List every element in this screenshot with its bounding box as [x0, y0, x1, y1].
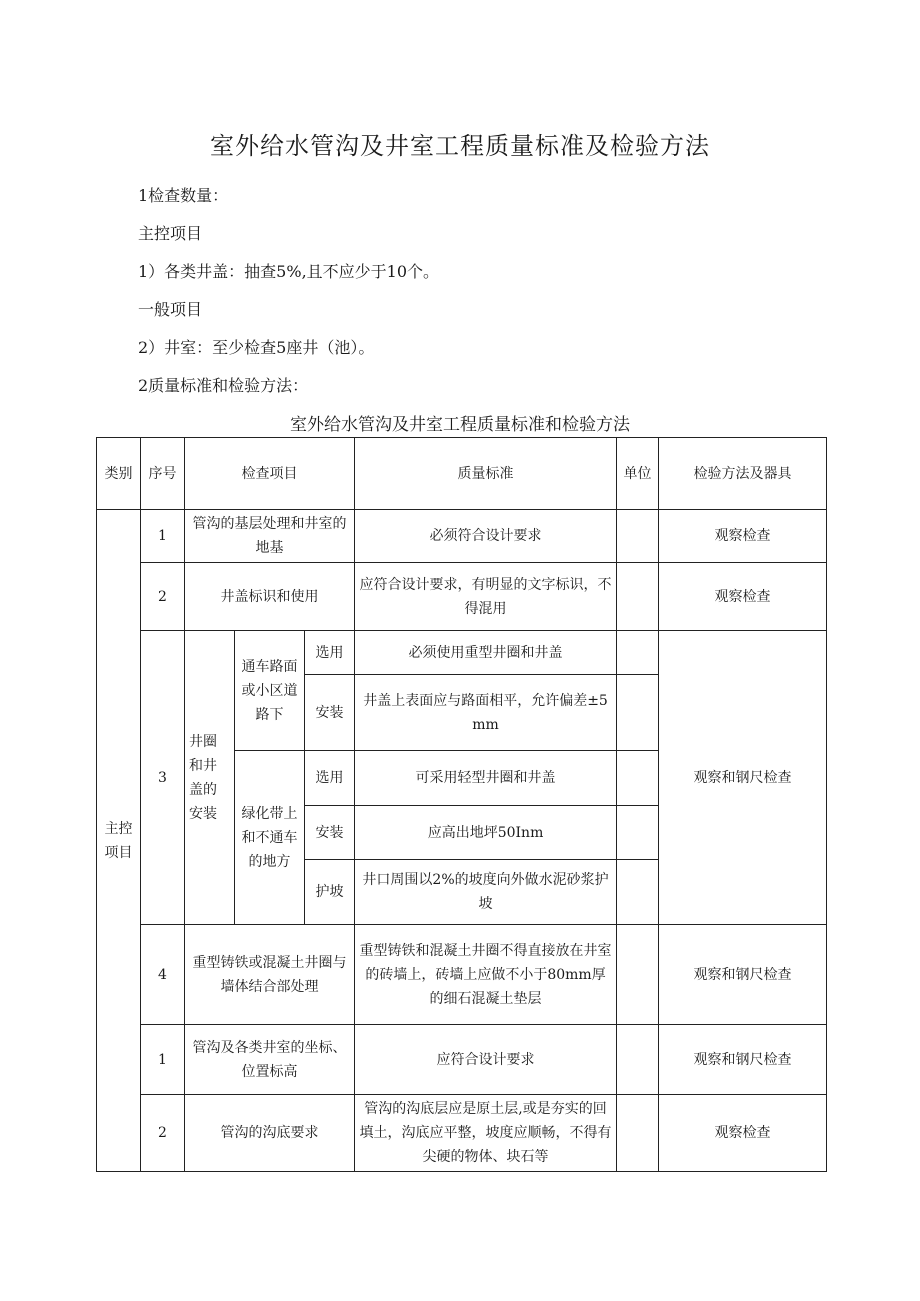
row-sub-name: 选用 [305, 631, 355, 675]
table-header-row [97, 438, 827, 510]
table-row [97, 1095, 827, 1172]
header-method: 检验方法及器具 [659, 438, 827, 510]
row-method: 观察检查 [659, 563, 827, 631]
row-unit [617, 1025, 659, 1095]
row-seq: 2 [141, 1095, 185, 1172]
row-method: 观察和钢尺检查 [659, 631, 827, 925]
row-standard: 重型铸铁和混凝土井圈不得直接放在井室的砖墙上，砖墙上应做不小于80mm厚的细石混凝土垫层 [355, 925, 617, 1025]
paragraph-quality-standard: 2质量标准和检验方法： [138, 376, 309, 395]
row-sub-name: 安装 [305, 806, 355, 860]
row-method: 观察和钢尺检查 [659, 925, 827, 1025]
row-subgroup-label: 通车路面或小区道路下 [235, 631, 305, 751]
header-seq: 序号 [141, 438, 185, 510]
row-unit [617, 510, 659, 563]
table-row [97, 631, 827, 675]
table-row [97, 925, 827, 1025]
row-sub-name: 护坡 [305, 860, 355, 925]
header-item: 检查项目 [185, 438, 355, 510]
header-unit: 单位 [617, 438, 659, 510]
row-item: 井圈和井盖的安装 [185, 631, 235, 925]
row-item: 管沟及各类井室的坐标、位置标高 [185, 1025, 355, 1095]
row-method: 观察检查 [659, 1095, 827, 1172]
quality-standard-table [96, 437, 827, 1172]
row-method: 观察检查 [659, 510, 827, 563]
row-standard: 应符合设计要求 [355, 1025, 617, 1095]
table-row [97, 510, 827, 563]
row-unit [617, 925, 659, 1025]
row-unit [617, 1095, 659, 1172]
row-seq: 4 [141, 925, 185, 1025]
paragraph-inspection-quantity: 1检查数量： [138, 186, 229, 205]
paragraph-well-room-rule: 2）井室：至少检查5座井（池）。 [138, 338, 375, 357]
row-item: 管沟的沟底要求 [185, 1095, 355, 1172]
row-unit [617, 806, 659, 860]
row-standard: 必须使用重型井圈和井盖 [355, 631, 617, 675]
paragraph-well-cover-rule: 1）各类井盖：抽查5%,且不应少于10个。 [138, 262, 440, 281]
row-method: 观察和钢尺检查 [659, 1025, 827, 1095]
paragraph-general-items: 一般项目 [138, 300, 203, 319]
table-caption: 室外给水管沟及井室工程质量标准和检验方法 [290, 415, 630, 435]
row-seq: 2 [141, 563, 185, 631]
header-category: 类别 [97, 438, 141, 510]
row-seq: 1 [141, 1025, 185, 1095]
row-standard: 井口周围以2%的坡度向外做水泥砂浆护坡 [355, 860, 617, 925]
paragraph-main-items: 主控项目 [138, 224, 203, 243]
document-title: 室外给水管沟及井室工程质量标准及检验方法 [210, 132, 710, 160]
row-standard: 应高出地坪50Inm [355, 806, 617, 860]
row-unit [617, 631, 659, 675]
row-item: 重型铸铁或混凝土井圈与墙体结合部处理 [185, 925, 355, 1025]
row-standard: 管沟的沟底层应是原土层,或是夯实的回填土，沟底应平整，坡度应顺畅，不得有尖硬的物体、块石等 [355, 1095, 617, 1172]
row-item: 井盖标识和使用 [185, 563, 355, 631]
row-sub-name: 安装 [305, 675, 355, 751]
row-sub-name: 选用 [305, 751, 355, 806]
category-main-control: 主控项目 [97, 510, 141, 1172]
table-row [97, 563, 827, 631]
row-unit [617, 860, 659, 925]
row-unit [617, 563, 659, 631]
row-unit [617, 675, 659, 751]
row-standard: 必须符合设计要求 [355, 510, 617, 563]
row-seq: 3 [141, 631, 185, 925]
table-row [97, 1025, 827, 1095]
row-standard: 应符合设计要求，有明显的文字标识，不得混用 [355, 563, 617, 631]
row-item: 管沟的基层处理和井室的地基 [185, 510, 355, 563]
row-standard: 井盖上表面应与路面相平，允许偏差±5mm [355, 675, 617, 751]
row-standard: 可采用轻型井圈和井盖 [355, 751, 617, 806]
row-unit [617, 751, 659, 806]
header-standard: 质量标准 [355, 438, 617, 510]
row-seq: 1 [141, 510, 185, 563]
row-subgroup-label: 绿化带上和不通车的地方 [235, 751, 305, 925]
